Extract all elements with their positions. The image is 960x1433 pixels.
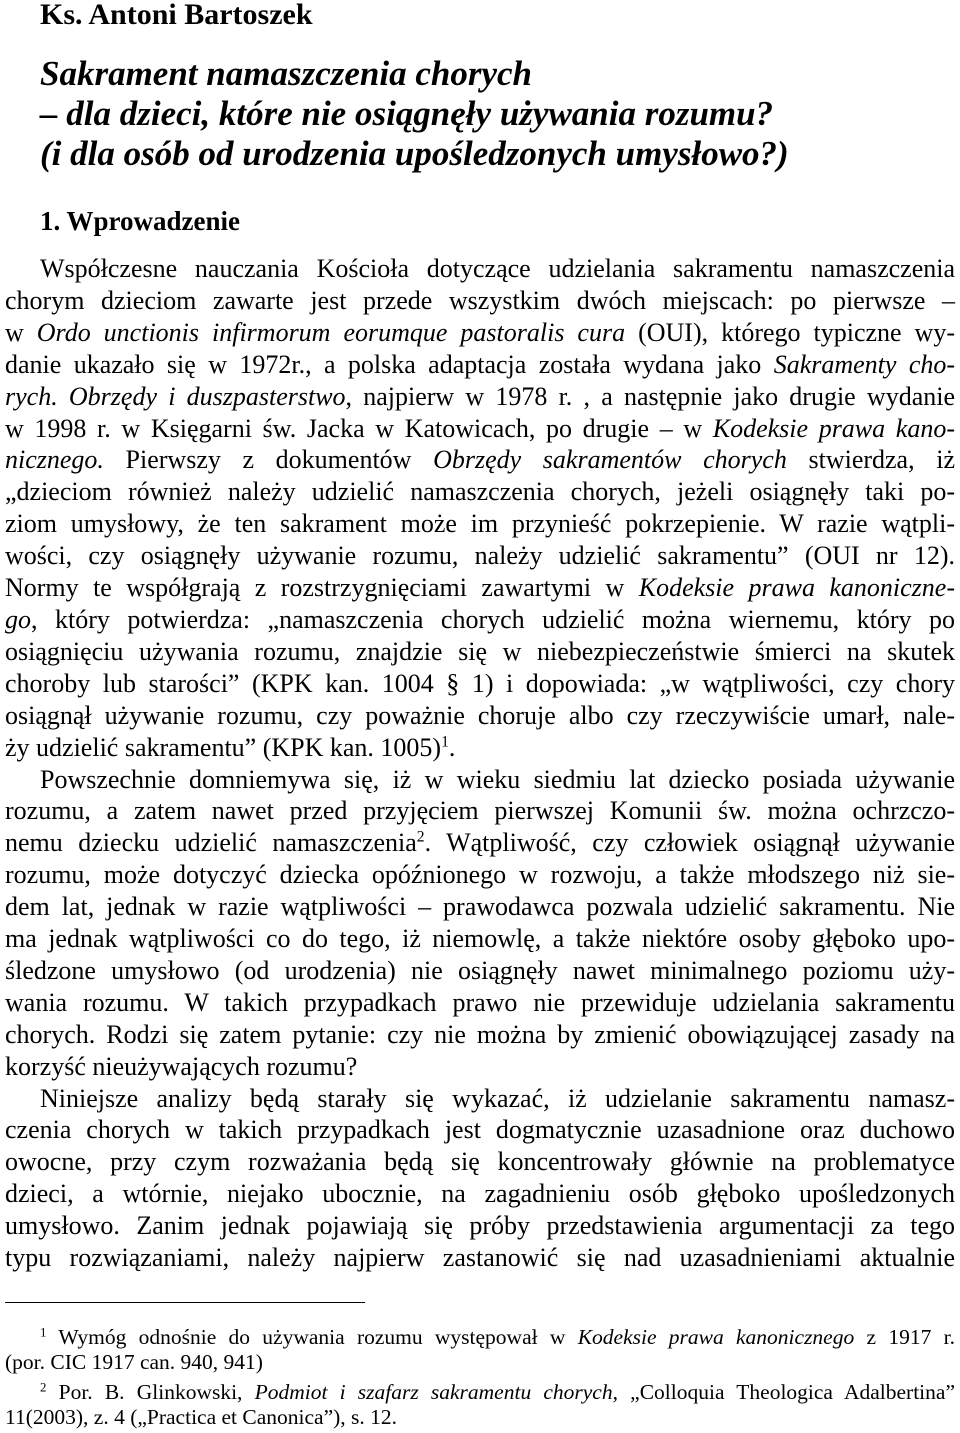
text-line	[5, 604, 955, 636]
text-line	[5, 1325, 955, 1350]
text-run: owocne, przy czym rozważania będą się koncentrowały głównie na problematyce	[5, 1147, 955, 1177]
footnote	[5, 1380, 955, 1430]
text-run: . Wątpliwość, czy człowiek osiągnął używanie	[424, 828, 955, 858]
footnote-ref: 1	[441, 733, 449, 751]
title-line: (i dla osób od urodzenia upośledzonych umysłowo?)	[40, 134, 789, 173]
text-line	[5, 827, 955, 859]
text-run: Por. B. Glinkowski,	[46, 1380, 255, 1404]
text-line	[5, 540, 955, 572]
emphasis: go	[5, 604, 31, 634]
text-run: stwierdza, iż	[786, 445, 955, 475]
text-run: korzyść nieużywających rozumu?	[5, 1051, 358, 1081]
text-line	[5, 795, 955, 827]
text-line	[5, 285, 955, 317]
text-line	[5, 1405, 955, 1430]
text-run: .	[448, 732, 456, 762]
text-run: Współczesne nauczania Kościoła dotyczące udzielania sakramentu namaszczenia	[40, 254, 955, 283]
text-run: Powszechnie domniemywa się, iż w wieku siedmiu lat dziecko posiada używanie	[40, 764, 955, 794]
emphasis: Kodeksie prawa kano-	[712, 413, 955, 443]
paragraph	[5, 764, 955, 1083]
text-run: śledzone umysłowo (od urodzenia) nie osiągnęły nawet minimalnego poziomu uży-	[5, 955, 955, 985]
text-run: dzieci, a wtórnie, niejako ubocznie, na zagadnieniu osób głęboko upośledzonych	[5, 1179, 955, 1209]
text-line	[5, 1083, 955, 1115]
text-line	[5, 1350, 955, 1375]
text-run: 11(2003), z. 4 („Practica et Canonica”), s. 12.	[5, 1405, 398, 1429]
emphasis: Kodeksie prawa kanonicznego	[577, 1325, 855, 1349]
text-line	[5, 1051, 955, 1083]
emphasis: Kodeksie prawa kanoniczne-	[638, 573, 955, 603]
text-line	[5, 668, 955, 700]
text-run: dem lat, jednak w razie wątpliwości – prawodawca pozwala udzielić sakramentu. Nie	[5, 892, 955, 922]
text-run: , który potwierdza: „namaszczenia chorych udzielić można wiernemu, który po	[31, 604, 955, 634]
footnotes	[5, 1325, 955, 1430]
emphasis: Podmiot i szafarz sakramentu chorych	[254, 1380, 613, 1404]
article-body	[5, 253, 955, 1274]
text-line	[5, 732, 955, 764]
text-run: ży udzielić sakramentu” (KPK kan. 1005)	[5, 732, 442, 762]
text-run: umysłowo. Zanim jednak pojawiają się próby przedstawienia argumentacji za tego	[5, 1211, 955, 1241]
text-run: Niniejsze analizy będą starały się wykazać, iż udzielanie sakramentu namasz-	[40, 1083, 955, 1113]
text-line	[5, 476, 955, 508]
text-line	[5, 572, 955, 604]
text-line	[5, 413, 955, 445]
text-line	[5, 636, 955, 668]
text-run: ma jednak wątpliwości co do tego, iż niemowlę, a także niektóre osoby głęboko upo-	[5, 924, 955, 954]
text-run: ziom umysłowy, że ten sakrament może im przynieść pokrzepienie. W razie wątpli-	[5, 509, 955, 539]
text-line	[5, 349, 955, 381]
text-run: Wymóg odnośnie do używania rozumu występował w	[46, 1325, 578, 1349]
title-line: Sakrament namaszczenia chorych	[40, 54, 532, 93]
footnote-separator	[5, 1302, 365, 1303]
emphasis: Obrzędy sakramentów chorych	[433, 445, 787, 475]
text-line	[5, 1210, 955, 1242]
footnote	[5, 1325, 955, 1375]
text-line	[5, 859, 955, 891]
section-heading: 1. Wprowadzenie	[40, 206, 241, 236]
emphasis: Ordo unctionis infirmorum eorumque pastoralis cura	[36, 317, 626, 347]
author-name: Ks. Antoni Bartoszek	[40, 0, 313, 31]
text-line	[5, 1114, 955, 1146]
text-run: chorym dzieciom zawarte jest przede wszystkim dwóch miejscach: po pierwsze –	[5, 285, 955, 315]
text-line	[5, 987, 955, 1019]
text-line	[5, 381, 955, 413]
text-run: Normy te współgrają z rozstrzygnięciami zawartymi w	[5, 573, 639, 603]
text-run: choroby lub starości” (KPK kan. 1004 § 1) i dopowiada: „w wątpliwości, czy chory	[5, 668, 955, 698]
paragraph	[5, 253, 955, 764]
paragraph	[5, 1083, 955, 1274]
text-run: z 1917 r.	[854, 1325, 955, 1349]
text-line	[5, 891, 955, 923]
text-run: rozumu, a zatem nawet przed przyjęciem pierwszej Komunii św. można ochrzczo-	[5, 796, 955, 826]
text-run: w	[5, 317, 37, 347]
article-title	[40, 54, 789, 174]
footnote-ref: 2	[40, 1380, 47, 1395]
text-run: danie ukazało się w 1972r., a polska adaptacja została wydana jako	[5, 349, 774, 379]
text-line	[5, 317, 955, 349]
text-run: „dzieciom również należy udzielić namaszczenia chorych, jeżeli osiągnęły taki po-	[5, 477, 955, 507]
emphasis: Sakramenty cho-	[773, 349, 956, 379]
text-run: osiągnięciu używania rozumu, znajdzie się w niebezpieczeństwie śmierci na skutek	[5, 636, 955, 666]
text-line	[5, 444, 955, 476]
emphasis: rych. Obrzędy i duszpasterstwo	[5, 381, 346, 411]
text-line	[5, 1178, 955, 1210]
text-run: wania rozumu. W takich przypadkach prawo nie przewiduje udzielania sakramentu	[5, 987, 955, 1017]
text-line	[5, 700, 955, 732]
emphasis: nicznego.	[5, 445, 104, 475]
text-line	[5, 1242, 955, 1274]
title-line: – dla dzieci, które nie osiągnęły używania rozumu?	[40, 94, 774, 133]
text-line	[5, 1380, 955, 1405]
text-run: , najpierw w 1978 r. , a następnie jako drugie wydanie	[345, 381, 956, 411]
text-run: w 1998 r. w Księgarni św. Jacka w Katowicach, po drugie – w	[5, 413, 713, 443]
text-run: nemu dziecku udzielić namaszczenia	[5, 828, 417, 858]
text-run: , „Colloquia Theologica Adalbertina”	[612, 1380, 955, 1404]
text-run: czenia chorych w takich przypadkach jest dogmatycznie uzasadnione oraz duchowo	[5, 1115, 955, 1145]
text-run: (OUI), którego typiczne wy-	[625, 317, 955, 347]
footnote-ref: 1	[40, 1325, 47, 1340]
text-line	[5, 955, 955, 987]
text-run: Pierwszy z dokumentów	[103, 445, 434, 475]
text-line	[5, 923, 955, 955]
footnote-ref: 2	[416, 828, 425, 846]
text-run: (por. CIC 1917 can. 940, 941)	[5, 1350, 263, 1374]
text-line	[5, 1146, 955, 1178]
text-run: rozumu, może dotyczyć dziecka opóźnionego w rozwoju, a także młodszego niż sie-	[5, 860, 955, 890]
text-run: osiągnął używanie rozumu, czy poważnie choruje albo czy rzeczywiście umarł, nale-	[5, 700, 955, 730]
text-line	[5, 764, 955, 796]
text-run: chorych. Rodzi się zatem pytanie: czy nie można by zmienić obowiązującej zasady na	[5, 1019, 955, 1049]
text-line	[5, 1019, 955, 1051]
text-line	[5, 508, 955, 540]
text-run: wości, czy osiągnęły używanie rozumu, należy udzielić sakramentu” (OUI nr 12).	[5, 541, 955, 571]
text-run: typu rozwiązaniami, należy najpierw zastanowić się nad uzasadnieniami aktualnie	[5, 1243, 955, 1273]
text-line	[5, 253, 955, 285]
